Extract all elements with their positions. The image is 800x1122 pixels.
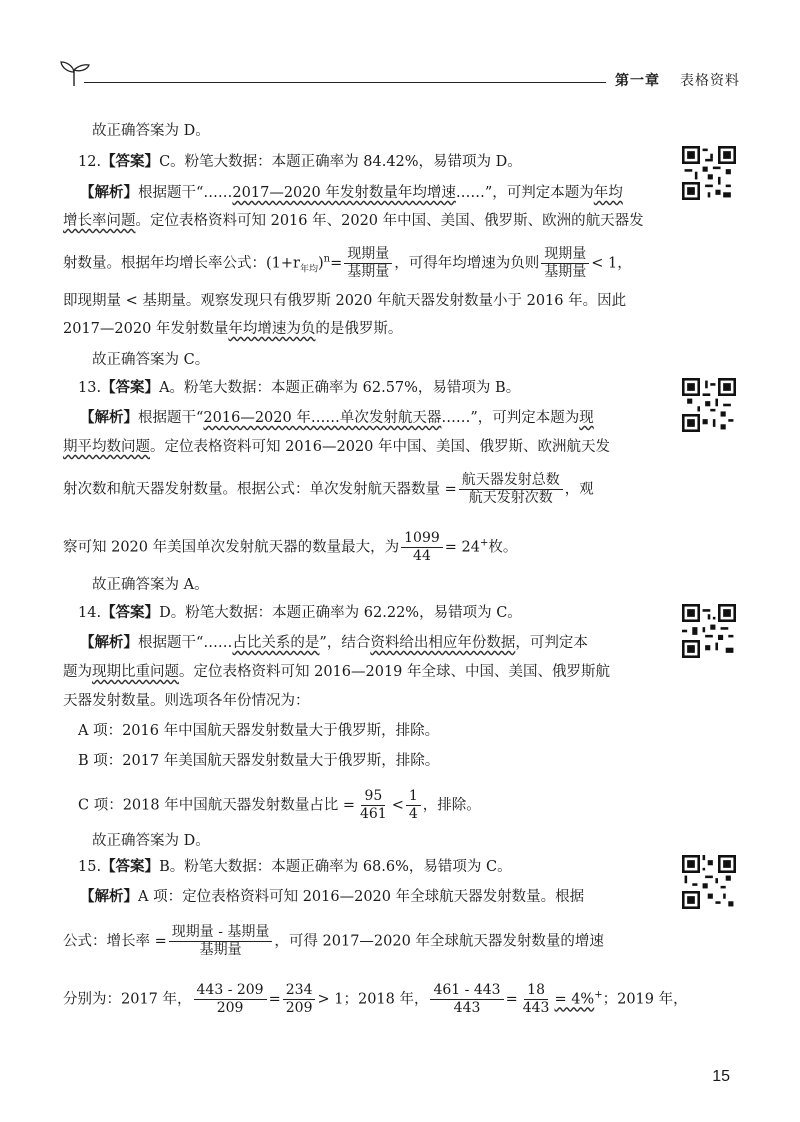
q15-analysis-line-1: [80, 886, 584, 908]
subscript: 年均: [299, 264, 318, 275]
text: 枚。: [488, 539, 518, 556]
text: 射次数和航天器发射数量。根据公式：单次发射航天器数量 =: [63, 481, 457, 498]
question-number: 15.: [78, 859, 102, 875]
emphasized-text: 年均: [593, 185, 623, 201]
question-number: 12.: [78, 154, 102, 170]
q14-answer-line: [78, 602, 522, 624]
fraction: [344, 246, 392, 281]
q13-result-line: [63, 530, 517, 565]
denominator: 基期量: [544, 264, 587, 280]
answer-tag: 【答案】: [101, 858, 160, 875]
text: 根据题干“……: [138, 185, 233, 201]
answer-text: D。粉笔大数据：本题正确率为 62.22%，易错项为 C。: [159, 605, 522, 621]
text: =: [505, 991, 518, 1008]
q15-formula-line: [63, 924, 604, 959]
emphasized-text: 现期比重问题: [92, 664, 179, 680]
chapter-number: 第一章: [615, 73, 660, 89]
qr-code-12[interactable]: [682, 146, 736, 200]
text-line: [92, 120, 210, 142]
qr-icon: [682, 604, 736, 658]
analysis-tag: 【解析】: [80, 409, 138, 426]
denominator: 4: [408, 806, 418, 822]
sprout-icon: [58, 58, 92, 88]
numerator: 1: [406, 788, 421, 806]
emphasized-text: 资料给出相应年份数据: [370, 635, 516, 651]
denominator: 461: [359, 806, 387, 822]
emphasized-text: 增长率问题: [63, 213, 136, 229]
text: 2017—2020 年发射数量: [63, 321, 229, 337]
denominator: 基期量: [347, 264, 390, 280]
text: 公式：增长率 =: [63, 933, 167, 950]
q12-analysis-line-1: [80, 182, 623, 204]
fraction: [520, 982, 553, 1017]
text: <: [391, 797, 404, 814]
q14-analysis-line-2: [63, 661, 610, 683]
question-number: 13.: [78, 380, 102, 396]
q15-answer-line: [78, 856, 512, 878]
q13-conclusion: [92, 574, 209, 596]
chapter-heading: [615, 70, 740, 90]
fraction: [430, 982, 503, 1017]
superscript: +: [479, 537, 489, 549]
analysis-tag: 【解析】: [80, 888, 138, 905]
analysis-tag: 【解析】: [80, 634, 138, 651]
emphasized-text: 现: [579, 410, 594, 426]
answer-text: B。粉笔大数据：本题正确率为 68.6%，易错项为 C。: [159, 859, 512, 875]
numerator: 现期量: [541, 246, 589, 264]
text: ”，结合: [319, 635, 371, 651]
fraction: [401, 530, 443, 565]
answer-text: A。粉笔大数据：本题正确率为 62.57%，易错项为 B。: [159, 380, 521, 396]
fraction: [169, 924, 273, 959]
text: 根据题干“……: [138, 635, 233, 651]
text: 即现期量 < 基期量。观察发现只有俄罗斯 2020 年航天器发射数量小于 2016 年。因此: [63, 293, 627, 309]
denominator: 443: [453, 1000, 481, 1016]
q15-growth-line: [63, 982, 688, 1017]
denominator: 44: [413, 548, 431, 564]
answer-text: C。粉笔大数据：本题正确率为 84.42%，易错项为 D。: [159, 154, 522, 170]
text: ……”，可判定本题为: [455, 185, 594, 201]
denominator: 基期量: [199, 942, 242, 958]
emphasized-text: 2017—2020 年发射数量年均增速: [232, 185, 456, 201]
qr-icon: [682, 855, 736, 909]
q14-option-b: [78, 750, 439, 772]
numerator: 95: [361, 788, 385, 806]
text: ，可判定本: [515, 635, 588, 651]
text: ……”，可判定本题为: [441, 410, 580, 426]
answer-tag: 【答案】: [101, 379, 160, 396]
answer-tag: 【答案】: [101, 604, 160, 621]
text: ，观: [564, 481, 594, 498]
text: ，可得年均增速为负则: [394, 255, 540, 272]
text: ): [317, 255, 324, 272]
option-text: C 项：2018 年中国航天器发射数量占比 =: [78, 797, 355, 814]
q14-analysis-line-3: [63, 690, 310, 712]
answer-tag: 【答案】: [101, 153, 160, 170]
answer-conclusion: 故正确答案为 C。: [92, 352, 210, 368]
text: < 1，: [591, 255, 632, 272]
emphasized-text: 年均增速为负: [228, 321, 316, 337]
qr-code-14[interactable]: [682, 604, 736, 658]
text: =: [268, 991, 281, 1008]
answer-conclusion: 故正确答案为 D。: [92, 123, 210, 139]
denominator: 航天发射次数: [468, 490, 553, 506]
page-number: 15: [712, 1068, 730, 1085]
text: > 1；2018 年，: [317, 991, 429, 1008]
chapter-title-text: 表格资料: [680, 73, 740, 89]
denominator: 209: [285, 1000, 313, 1016]
q13-analysis-line-2: [63, 436, 610, 458]
q14-option-c: [78, 788, 481, 823]
numerator: 现期量 - 基期量: [169, 924, 273, 942]
q13-analysis-line-1: [80, 407, 594, 429]
analysis-tag: 【解析】: [80, 184, 138, 201]
emphasized-text: 2016—2020 年……单次发射航天器: [203, 410, 442, 426]
qr-code-15[interactable]: [682, 855, 736, 909]
text: 天器发射数量。则选项各年份情况为：: [63, 693, 310, 709]
text: 分别为：2017 年，: [63, 991, 192, 1008]
qr-icon: [682, 378, 736, 432]
header-rule: [84, 82, 606, 83]
q14-analysis-line-1: [80, 632, 588, 654]
text: 。定位表格资料可知 2016—2020 年中国、美国、俄罗斯、欧洲航天发: [150, 439, 611, 455]
text: 。定位表格资料可知 2016—2019 年全球、中国、美国、俄罗斯航: [179, 664, 611, 680]
q12-analysis-line-5: [63, 318, 402, 340]
emphasized-text: 期平均数问题: [63, 439, 150, 455]
q12-conclusion: [92, 349, 209, 371]
question-number: 14.: [78, 605, 102, 621]
fraction: [406, 788, 421, 823]
text: 。定位表格资料可知 2016 年、2020 年中国、美国、俄罗斯、欧洲的航天器发: [135, 213, 644, 229]
option-text: B 项：2017 年美国航天器发射数量大于俄罗斯，排除。: [78, 753, 440, 769]
numerator: 1099: [401, 530, 443, 548]
text: 察可知 2020 年美国单次发射航天器的数量最大，为: [63, 539, 400, 556]
numerator: 234: [283, 982, 316, 1000]
q12-analysis-line-2: [63, 210, 644, 232]
numerator: 18: [524, 982, 548, 1000]
denominator: 209: [216, 1000, 244, 1016]
numerator: 现期量: [344, 246, 392, 264]
numerator: 航天器发射总数: [459, 472, 563, 490]
emphasized-text: = 4%: [554, 991, 595, 1008]
fraction: [459, 472, 563, 507]
superscript: +: [594, 989, 603, 1001]
text: 射数量。根据年均增长率公式：(1+r: [63, 255, 300, 272]
q13-formula-line: [63, 472, 594, 507]
fraction: [541, 246, 589, 281]
text: ，排除。: [422, 797, 481, 814]
text: 题为: [63, 664, 92, 680]
fraction: [194, 982, 267, 1017]
q14-conclusion: [92, 830, 210, 852]
numerator: 461 - 443: [430, 982, 503, 1000]
fraction: [283, 982, 316, 1017]
denominator: 443: [522, 1000, 550, 1016]
answer-conclusion: 故正确答案为 A。: [92, 577, 209, 593]
q12-formula-line: 射数量。根据年均增长率公式：$(1+r_{年均})^n=$ $\frac{\text{现期量}}{\text{基期量}}$ ，可得年均增速为负则 $\frac{\text{现期量}}{\text{基期量}}$ < 1，: [63, 246, 632, 280]
text: 根据题干“: [138, 410, 204, 426]
q13-answer-line: [78, 377, 520, 399]
text: ；2019 年，: [602, 991, 688, 1008]
text: 的是俄罗斯。: [315, 321, 403, 337]
option-text: A 项：2016 年中国航天器发射数量大于俄罗斯，排除。: [78, 723, 440, 739]
text: A 项：定位表格资料可知 2016—2020 年全球航天器发射数量。根据: [138, 889, 585, 905]
qr-icon: [682, 146, 736, 200]
q14-option-a: [78, 720, 439, 742]
qr-code-13[interactable]: [682, 378, 736, 432]
fraction: [357, 788, 390, 823]
text: = 24: [444, 539, 480, 556]
page-header: [58, 56, 740, 92]
numerator: 443 - 209: [194, 982, 267, 1000]
q12-analysis-line-4: [63, 290, 626, 312]
answer-conclusion: 故正确答案为 D。: [92, 833, 210, 849]
q12-answer-line: [78, 151, 522, 173]
emphasized-text: 占比关系的是: [232, 635, 320, 651]
text: ，可得 2017—2020 年全球航天器发射数量的增速: [274, 933, 604, 950]
